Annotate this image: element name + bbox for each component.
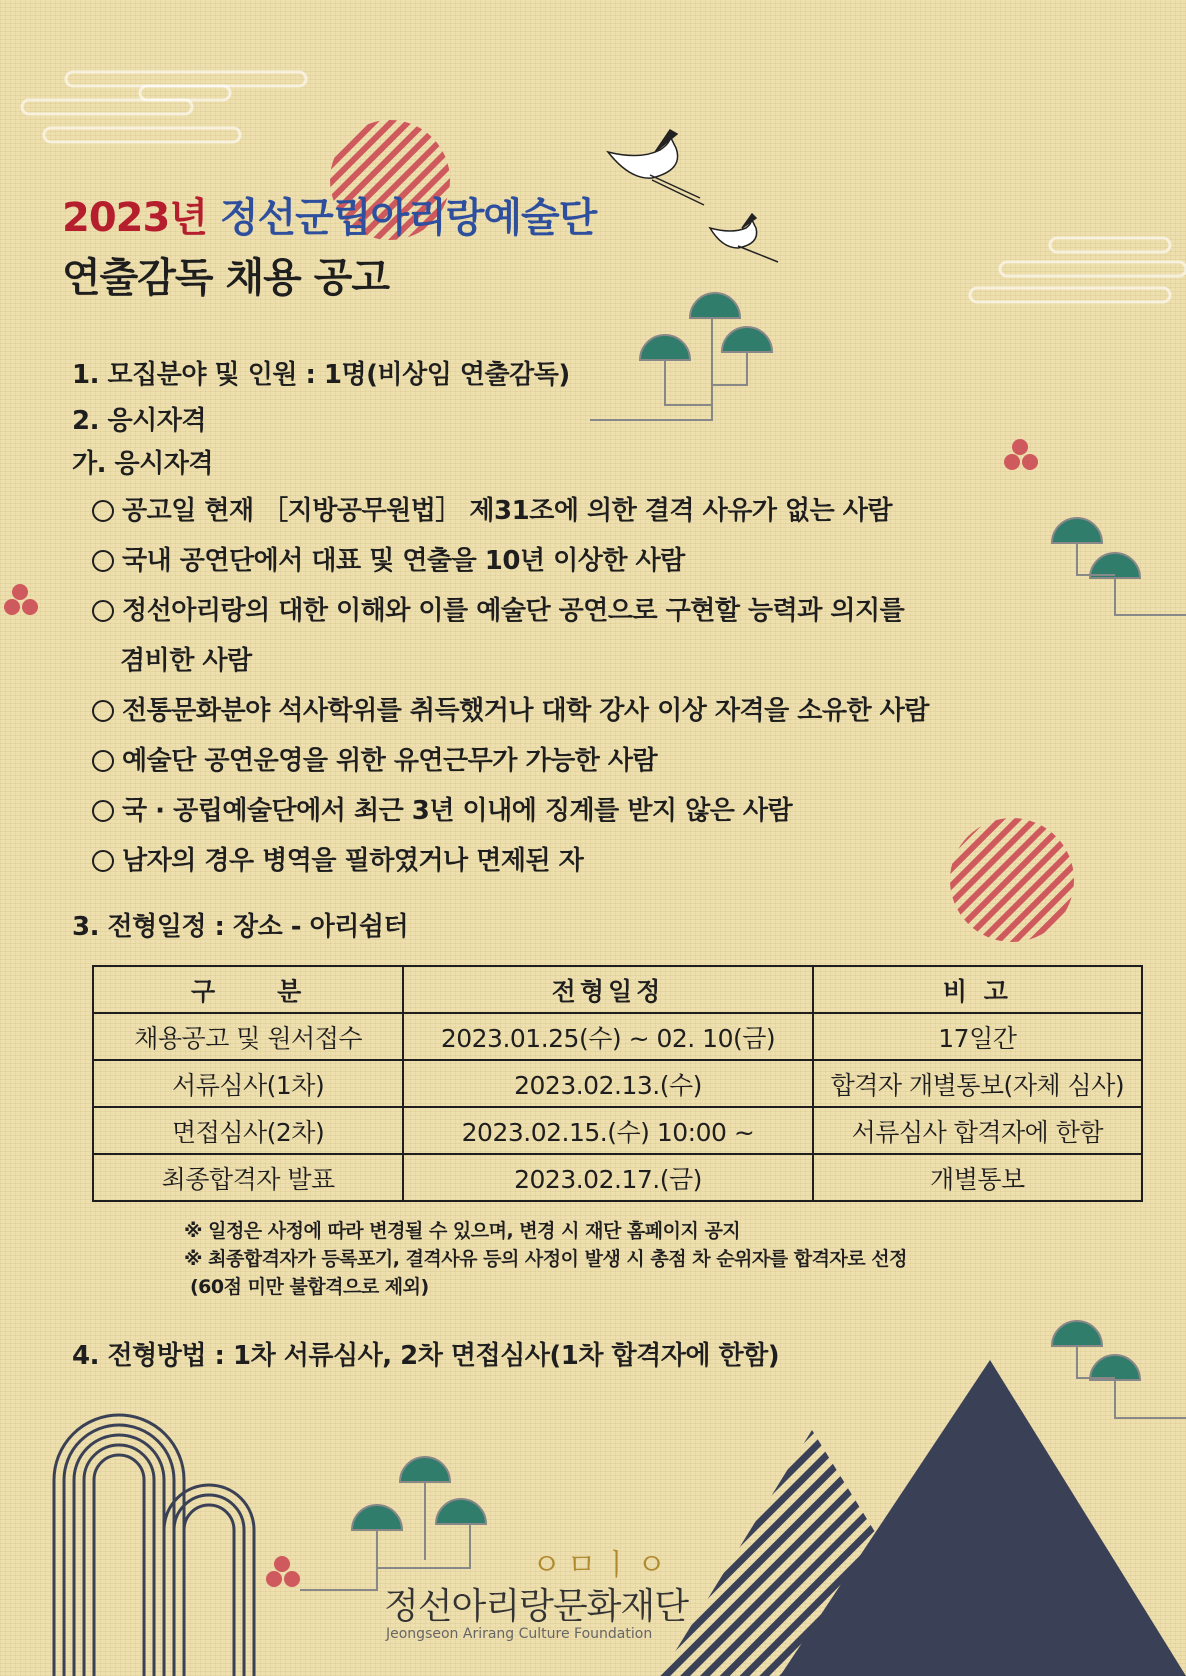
subsection-qualification: 가. 응시자격 [72,449,214,479]
table-cell: 면접심사(2차) [93,1107,403,1154]
circle-bullet-icon [92,550,114,572]
title-year: 2023년 [62,195,207,241]
column-header-schedule: 전형일정 [403,966,812,1013]
table-cell: 합격자 개별통보(자체 심사) [813,1060,1142,1107]
schedule-table [92,965,1143,1202]
table-row [93,1154,1142,1201]
striped-circle-right [950,818,1074,942]
qualification-item: 정선아리랑의 대한 이해와 이를 예술단 공연으로 구현할 능력과 의지를 [92,590,904,627]
pine-motif-right [1052,518,1186,615]
page-subtitle: 연출감독 채용 공고 [62,255,389,301]
table-cell: 서류심사 합격자에 한함 [813,1107,1142,1154]
table-cell: 최종합격자 발표 [93,1154,403,1201]
table-header-row [93,966,1142,1013]
qualification-item: 국 · 공립예술단에서 최근 3년 이내에 징계를 받지 않은 사람 [92,790,792,827]
triple-dots-bottom [266,1556,300,1587]
title-org: 정선군립아리랑예술단 [219,195,597,241]
triple-dots-right [1004,439,1038,470]
qualification-item: 남자의 경우 병역을 필하였거나 면제된 자 [92,840,583,877]
table-cell: 17일간 [813,1013,1142,1060]
pine-motif-bottom [300,1457,486,1590]
crane-2 [710,214,778,262]
qualification-item: 예술단 공연운영을 위한 유연근무가 가능한 사람 [92,740,657,777]
section-recruitment: 1. 모집분야 및 인원 : 1명(비상임 연출감독) [72,360,570,390]
table-row [93,1013,1142,1060]
column-header-category: 구 분 [93,966,403,1013]
cloud-pattern-top-left [22,72,306,142]
foundation-english-name: Jeongseon Arirang Culture Foundation [386,1626,653,1642]
table-cell: 2023.02.17.(금) [403,1154,812,1201]
table-cell: 2023.02.13.(수) [403,1060,812,1107]
qualification-item: 전통문화분야 석사학위를 취득했거나 대학 강사 이상 자격을 소유한 사람 [92,690,929,727]
table-cell: 2023.01.25(수) ~ 02. 10(금) [403,1013,812,1060]
pine-motif-bottom-right [1052,1321,1186,1418]
triple-dots-left [4,584,38,615]
circle-bullet-icon [92,500,114,522]
table-cell: 서류심사(1차) [93,1060,403,1107]
section-schedule: 3. 전형일정 : 장소 - 아리쉼터 [72,912,409,942]
circle-bullet-icon [92,600,114,622]
circle-bullet-icon [92,700,114,722]
table-cell: 채용공고 및 원서접수 [93,1013,403,1060]
pine-motif-top [590,293,772,420]
section-qualification: 2. 응시자격 [72,406,206,436]
column-header-remarks: 비 고 [813,966,1142,1013]
table-row [93,1060,1142,1107]
arch-pattern [54,1415,254,1676]
circle-bullet-icon [92,800,114,822]
table-cell: 2023.02.15.(수) 10:00 ~ [403,1107,812,1154]
section-method: 4. 전형방법 : 1차 서류심사, 2차 면접심사(1차 합격자에 한함) [72,1341,780,1371]
schedule-note: ※ 일정은 사정에 따라 변경될 수 있으며, 변경 시 재단 홈페이지 공지 [184,1220,741,1242]
qualification-item: 국내 공연단에서 대표 및 연출을 10년 이상한 사람 [92,540,685,577]
table-row [93,1107,1142,1154]
foundation-name: 정선아리랑문화재단 [384,1586,688,1627]
page-title [62,186,596,243]
foundation-logo-mark: ㅇㅁㅣㅇ [532,1548,672,1583]
cloud-pattern-top-right [970,238,1186,302]
crane-1 [608,130,704,205]
table-cell: 개별통보 [813,1154,1142,1201]
schedule-note: (60점 미만 불합격으로 제외) [190,1276,429,1298]
schedule-note: ※ 최종합격자가 등록포기, 결격사유 등의 사정이 발생 시 총점 차 순위자를 합격자로 선정 [184,1248,907,1270]
qualification-item-continued: 겸비한 사람 [120,646,252,676]
circle-bullet-icon [92,750,114,772]
qualification-item: 공고일 현재 ［지방공무원법］ 제31조에 의한 결격 사유가 없는 사람 [92,490,892,527]
circle-bullet-icon [92,850,114,872]
